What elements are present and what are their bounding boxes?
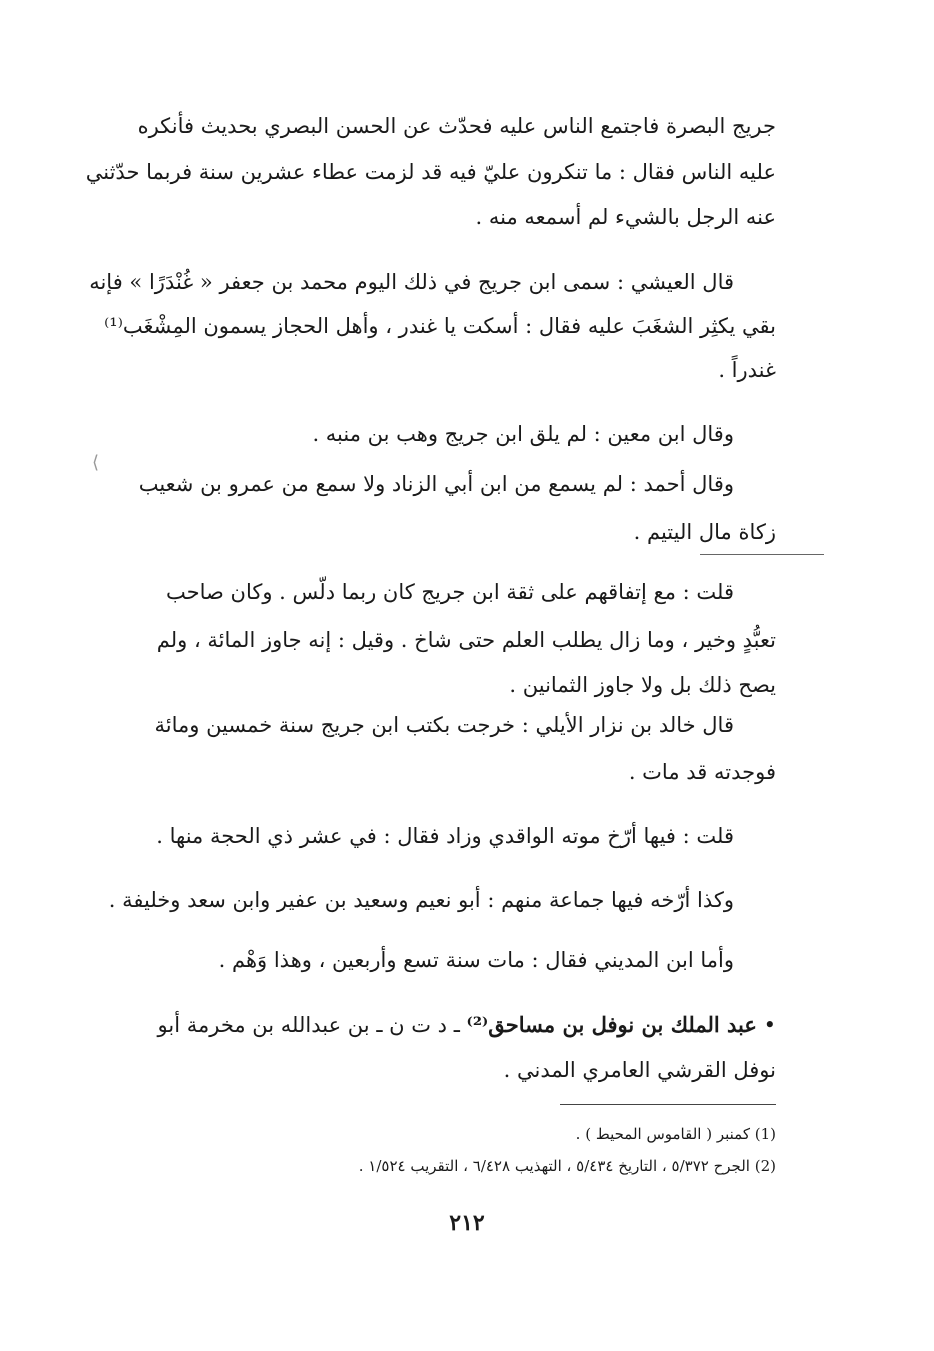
- page-number: ٢١٢: [449, 1210, 485, 1236]
- text-line: وأما ابن المديني فقال : مات سنة تسع وأربعين ، وهذا وَهْم .: [218, 948, 734, 972]
- text-line: يصح ذلك بل ولا جاوز الثمانين .: [509, 673, 776, 697]
- text-line: نوفل القرشي العامري المدني .: [503, 1058, 776, 1082]
- text-line: وقال أحمد : لم يسمع من ابن أبي الزناد ولا سمع من عمرو بن شعيب: [138, 472, 734, 496]
- footnote: (2) الجرح ٥/٣٧٢ ، التاريخ ٥/٤٣٤ ، التهذيب ٦/٤٢٨ ، التقريب ١/٥٢٤ .: [358, 1157, 776, 1175]
- text-line: فوجدته قد مات .: [628, 760, 776, 784]
- text-line: وكذا أرّخه فيها جماعة منهم : أبو نعيم وسعيد بن عفير وابن سعد وخليفة .: [108, 888, 734, 912]
- text-line: غندراً .: [718, 358, 776, 382]
- text-line: جريج البصرة فاجتمع الناس عليه فحدّث عن الحسن البصري بحديث فأنكره: [137, 114, 776, 138]
- margin-rule: [700, 554, 824, 555]
- text-line: عليه الناس فقال : ما تنكرون عليّ فيه قد لزمت عطاء عشرين سنة فربما حدّثني: [85, 160, 776, 184]
- text-line: عنه الرجل بالشيء لم أسمعه منه .: [475, 205, 776, 229]
- footnote-separator: [560, 1104, 776, 1105]
- entry-name: عبد الملك بن نوفل بن مساحق⁽²⁾: [466, 1012, 757, 1037]
- text-line: وقال ابن معين : لم يلق ابن جريج وهب بن منبه .: [312, 422, 734, 446]
- text-line: تعبُّدٍ وخير ، وما زال يطلب العلم حتى شاخ . وقيل : إنه جاوز المائة ، ولم: [156, 628, 776, 652]
- entry-bullet: •: [763, 1013, 776, 1037]
- entry-line: [116, 1005, 776, 1045]
- text-line: قلت : فيها أرّخ موته الواقدي وزاد فقال : في عشر ذي الحجة منها .: [156, 824, 734, 848]
- footnote: (1) كمنبر ( القاموس المحيط ) .: [575, 1125, 776, 1143]
- text-line: قال خالد بن نزار الأيلي : خرجت بكتب ابن جريج سنة خمسين ومائة: [154, 713, 734, 737]
- text-line: قال العيشي : سمى ابن جريج في ذلك اليوم محمد بن جعفر « غُنْدَرًا » فإنه: [89, 270, 734, 294]
- text-line: قلت : مع إتفاقهم على ثقة ابن جريج كان ربما دلّس . وكان صاحب: [166, 580, 734, 604]
- entry-text: ـ د ت ن ـ بن عبدالله بن مخرمة أبو: [157, 1013, 467, 1037]
- text-line: زكاة مال اليتيم .: [633, 520, 776, 544]
- text-line: بقي يكثِر الشغَبَ عليه فقال : أسكت يا غندر ، وأهل الحجاز يسمون المِشْغَب⁽¹⁾: [104, 314, 776, 338]
- margin-mark: ⟨: [92, 452, 100, 473]
